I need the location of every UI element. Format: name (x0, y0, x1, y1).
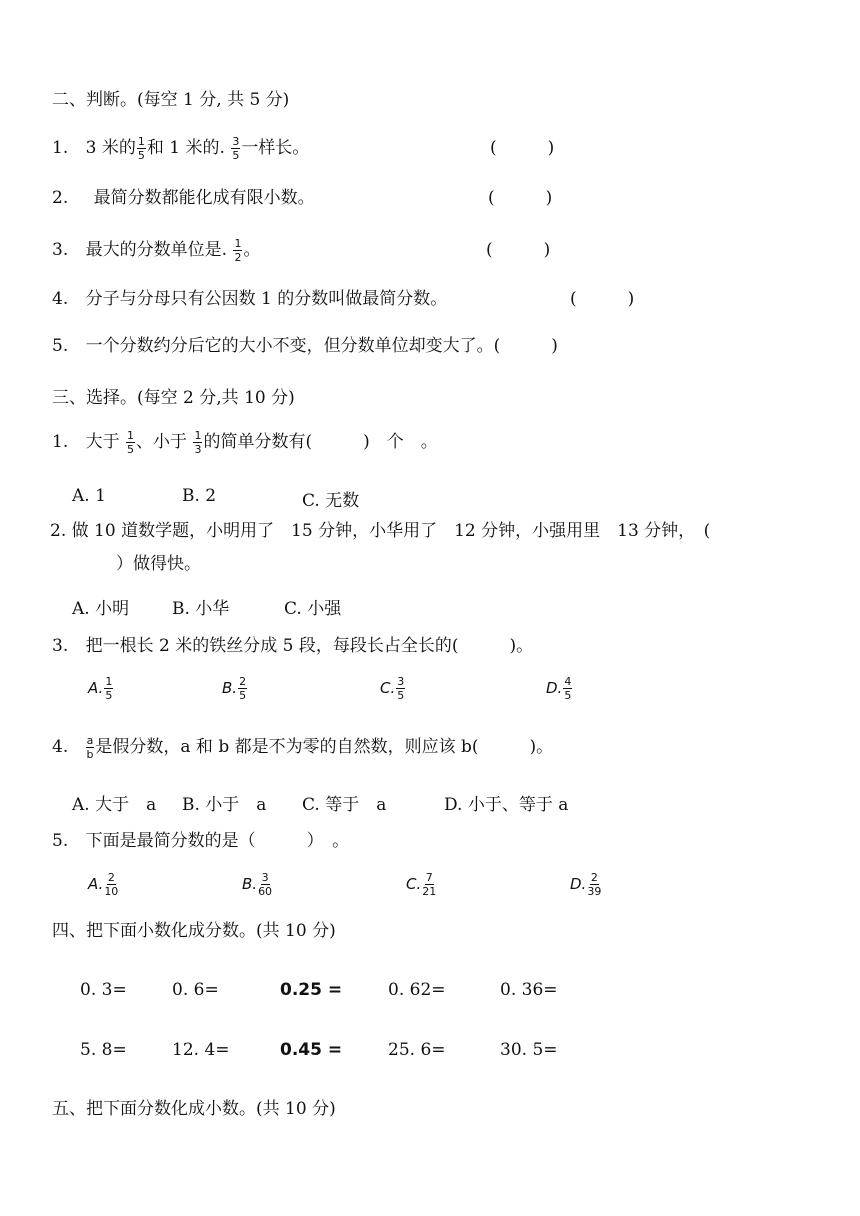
fraction: $\frac{1}{5}$ (137, 135, 145, 162)
convert-item[interactable]: 12. 4= (172, 1040, 230, 1060)
option-c[interactable]: C. 无数 (302, 491, 360, 511)
q-number: 2. (52, 188, 69, 208)
convert-item[interactable]: 0. 6= (172, 980, 219, 1000)
judge-q1 (52, 136, 309, 161)
q-text: 是假分数，a 和 b 都是不为零的自然数，则应该 b( )。 (95, 737, 554, 757)
judge-q4 (52, 287, 447, 311)
option-b[interactable]: B. 小于 a (182, 795, 267, 815)
q-text: 的简单分数有( ) 个 。 (203, 432, 438, 452)
q-text: 下面是最简分数的是（ ） 。 (85, 831, 350, 851)
option-c[interactable]: C. $\frac{7}{21}$ (406, 871, 437, 898)
option-d[interactable]: D. $\frac{4}{5}$ (546, 675, 572, 702)
q-text: 一样长。 (241, 138, 310, 158)
option-d[interactable]: D. 小于、等于 a (444, 795, 569, 815)
choice-q2-line1: 2. 做 10 道数学题，小明用了 15 分钟，小华用了 12 分钟，小强用里 13 分钟， ( (50, 521, 711, 541)
convert-item[interactable]: 25. 6= (388, 1040, 446, 1060)
fraction: $\frac{1}{2}$ (234, 237, 242, 264)
convert-item[interactable]: 0.25 = (280, 980, 343, 1000)
answer-blank[interactable]: ( ) (490, 138, 555, 158)
q-text: 最简分数都能化成有限小数。 (93, 188, 315, 208)
choice-q4 (52, 735, 553, 760)
option-b[interactable]: B. 2 (182, 486, 217, 506)
option-a[interactable]: A. 小明 (72, 599, 130, 619)
answer-blank[interactable]: ( ) (488, 188, 553, 208)
option-b[interactable]: B. $\frac{3}{60}$ (242, 871, 273, 898)
fraction: $\frac{a}{b}$ (86, 734, 94, 761)
q-number: 4. (52, 289, 69, 309)
judge-q2 (52, 186, 315, 210)
answer-blank[interactable]: ( ) (570, 289, 635, 309)
section-4-title: 四、把下面小数化成分数。(共 10 分) (52, 921, 336, 941)
section-3-title: 三、选择。(每空 2 分,共 10 分) (52, 388, 295, 408)
fraction: $\frac{3}{5}$ (232, 135, 240, 162)
q-text: 把一根长 2 米的铁丝分成 5 段，每段长占全长的( )。 (85, 636, 534, 656)
q-number: 3. (52, 240, 69, 260)
q-text: 、小于 (136, 432, 188, 452)
option-b[interactable]: B. 小华 (172, 599, 230, 619)
choice-q1 (52, 430, 438, 455)
choice-q5 (52, 829, 349, 853)
convert-item[interactable]: 0. 36= (500, 980, 558, 1000)
q-number: 3. (52, 636, 69, 656)
choice-q2-line2: ）做得快。 (116, 554, 201, 574)
convert-item[interactable]: 0.45 = (280, 1040, 343, 1060)
q-number: 4. (52, 737, 69, 757)
option-a[interactable]: A. $\frac{1}{5}$ (88, 675, 113, 702)
q-text: 3 米的 (85, 138, 136, 158)
convert-item[interactable]: 30. 5= (500, 1040, 558, 1060)
option-c[interactable]: C. 小强 (284, 599, 342, 619)
q-text: 大于 (85, 432, 120, 452)
q-number: 1. (52, 432, 69, 452)
option-a[interactable]: A. 大于 a (72, 795, 157, 815)
convert-item[interactable]: 0. 3= (80, 980, 127, 1000)
q-number: 5. (52, 831, 69, 851)
option-a[interactable]: A. $\frac{2}{10}$ (88, 871, 119, 898)
option-a[interactable]: A. 1 (72, 486, 106, 506)
q-number: 1. (52, 138, 69, 158)
convert-item[interactable]: 5. 8= (80, 1040, 127, 1060)
q-text: 最大的分数单位是. (85, 240, 228, 260)
judge-q5 (52, 334, 558, 358)
section-2-title: 二、判断。(每空 1 分, 共 5 分) (52, 90, 290, 110)
convert-item[interactable]: 0. 62= (388, 980, 446, 1000)
option-c[interactable]: C. 等于 a (302, 795, 387, 815)
fraction: $\frac{1}{5}$ (127, 429, 135, 456)
fraction: $\frac{1}{3}$ (194, 429, 202, 456)
option-d[interactable]: D. $\frac{2}{39}$ (570, 871, 602, 898)
section-5-title: 五、把下面分数化成小数。(共 10 分) (52, 1099, 336, 1119)
choice-q3 (52, 634, 533, 658)
q-text: 。 (243, 240, 261, 260)
judge-q3 (52, 238, 260, 263)
q-text: 和 1 米的. (146, 138, 225, 158)
answer-blank[interactable]: ( ) (486, 240, 551, 260)
option-c[interactable]: C. $\frac{3}{5}$ (380, 675, 405, 702)
q-text: 一个分数约分后它的大小不变，但分数单位却变大了。( ) (85, 336, 558, 356)
q-text: 分子与分母只有公因数 1 的分数叫做最简分数。 (85, 289, 448, 309)
option-b[interactable]: B. $\frac{2}{5}$ (222, 675, 247, 702)
q-number: 5. (52, 336, 69, 356)
